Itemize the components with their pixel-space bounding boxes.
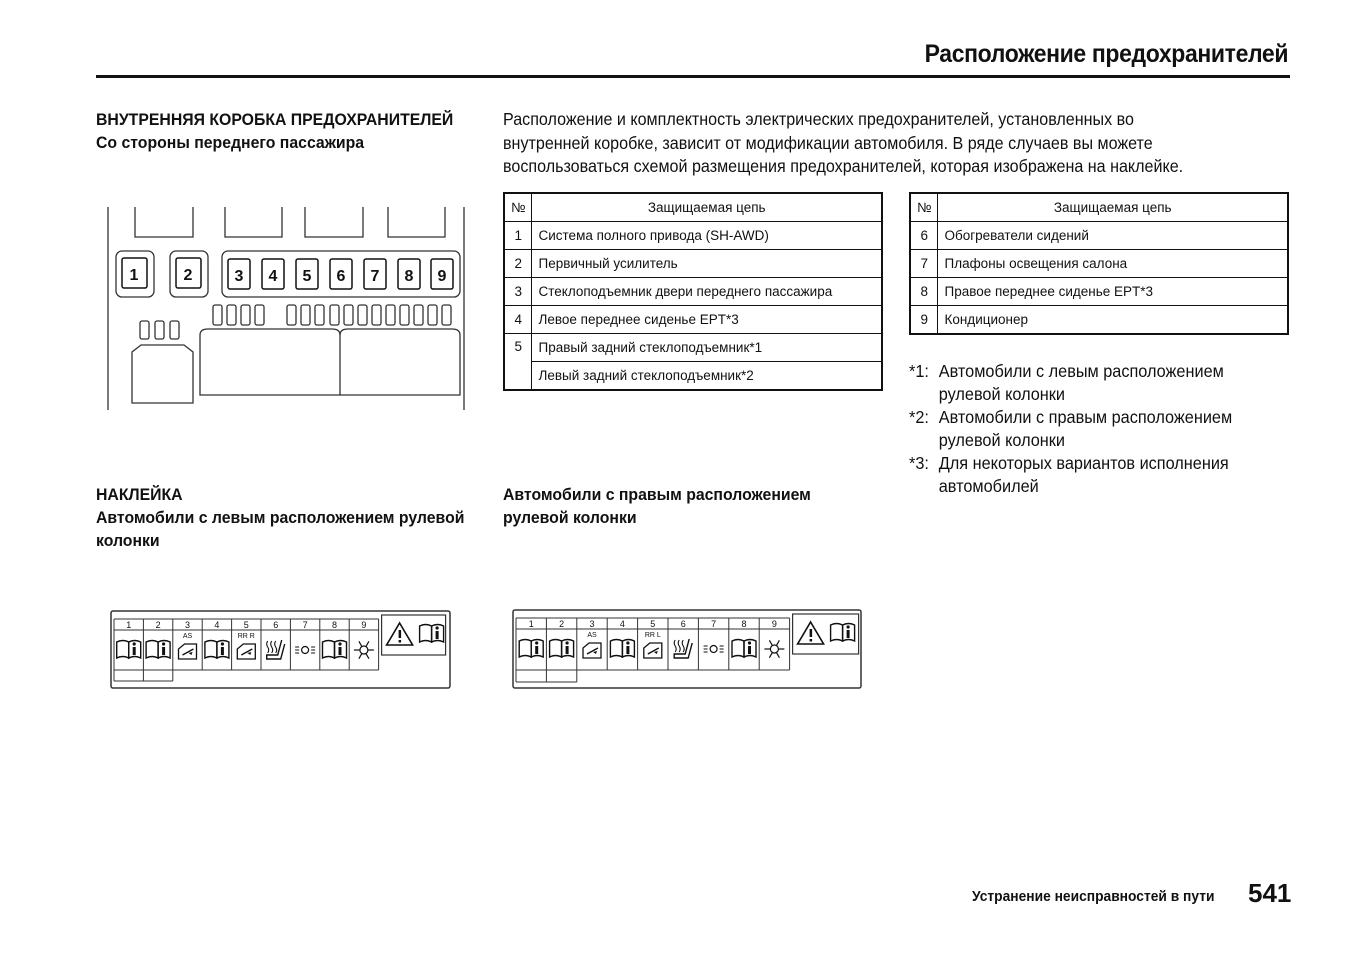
footnote-text: Автомобили с левым расположением — [938, 361, 1224, 381]
sticker-fuse-number: 4 — [619, 619, 625, 629]
footnote-mark: *2: — [909, 407, 929, 427]
footnote-text: автомобилей — [938, 476, 1039, 496]
fuse-label-6: 6 — [336, 268, 346, 285]
cell-num: 5 — [504, 334, 532, 391]
footnote-text: Автомобили с правым расположением — [938, 407, 1233, 427]
col-num-header: № — [504, 193, 532, 222]
label-left-caption: колонки — [96, 531, 160, 550]
fuse-label-2: 2 — [183, 267, 193, 284]
footnote-mark: *3: — [909, 453, 929, 473]
table-header-row — [504, 193, 882, 222]
sticker-fuse-number: 8 — [741, 619, 747, 629]
sticker-fuse-number: 1 — [126, 620, 132, 630]
sticker-tag: RR R — [237, 633, 255, 640]
diagram-slot — [225, 207, 282, 237]
page-title: Расположение предохранителей — [924, 40, 1288, 68]
cell-num: 2 — [504, 250, 532, 278]
fuse-label-4: 4 — [268, 268, 278, 285]
cell-circuit: Правый задний стеклоподъемник*1 — [532, 334, 882, 362]
sticker-right — [512, 609, 864, 692]
cell-circuit: Обогреватели сидений — [938, 222, 1288, 250]
sticker-fuse-number: 2 — [559, 619, 565, 629]
col-circuit-header: Защищаемая цепь — [938, 193, 1288, 222]
connector-block — [132, 345, 193, 403]
sticker-fuse-number: 7 — [302, 620, 308, 630]
table-row — [910, 222, 1288, 250]
footnote-text: рулевой колонки — [938, 430, 1066, 450]
label-right-caption: рулевой колонки — [503, 508, 637, 527]
table-row — [504, 222, 882, 250]
sticker-tag: AS — [182, 633, 193, 640]
intro-line: Расположение и комплектность электрических предохранителей, установленных во — [503, 109, 1134, 129]
col-circuit-header: Защищаемая цепь — [532, 193, 882, 222]
cell-circuit: Кондиционер — [938, 306, 1288, 335]
cell-num: 8 — [910, 278, 938, 306]
diagram-slot — [388, 207, 445, 237]
fuse-box-diagram — [100, 205, 475, 415]
sticker-fuse-number: 3 — [184, 620, 191, 630]
connector-block — [340, 329, 460, 395]
table-row — [504, 306, 882, 334]
cell-num: 6 — [910, 222, 938, 250]
footnote-text: рулевой колонки — [938, 384, 1066, 404]
cell-num: 9 — [910, 306, 938, 335]
label-left-caption: Автомобили с левым расположением рулевой — [96, 508, 465, 527]
fuse-label-7: 7 — [370, 268, 380, 285]
cell-circuit: Плафоны освещения салона — [938, 250, 1288, 278]
fuse-label-3: 3 — [234, 268, 244, 285]
sticker-fuse-number: 6 — [680, 619, 686, 629]
footnote-mark: *1: — [909, 361, 929, 381]
label-right-caption: Автомобили с правым расположением — [503, 485, 811, 504]
connector-block — [200, 329, 340, 395]
cell-num: 1 — [504, 222, 532, 250]
sticker-fuse-number: 9 — [771, 619, 777, 629]
cell-num: 3 — [504, 278, 532, 306]
page-number: 541 — [1248, 878, 1292, 908]
table-row — [504, 250, 882, 278]
cell-circuit: Левое переднее сиденье EPT*3 — [532, 306, 882, 334]
cell-num: 7 — [910, 250, 938, 278]
table-row — [910, 278, 1288, 306]
title-divider — [96, 75, 1290, 78]
table-row — [504, 278, 882, 306]
cell-num: 4 — [504, 306, 532, 334]
cell-circuit: Первичный усилитель — [532, 250, 882, 278]
footnotes — [909, 360, 1329, 498]
fuse-label-1: 1 — [129, 267, 139, 284]
table-row — [910, 250, 1288, 278]
sticker-tag: AS — [587, 632, 597, 639]
cell-circuit: Стеклоподъемник двери переднего пассажира — [532, 278, 882, 306]
sticker-fuse-number: 5 — [650, 619, 656, 629]
footnote — [909, 360, 1300, 406]
fuse-label-5: 5 — [302, 268, 312, 285]
intro-line: воспользоваться схемой размещения предохранителей, которая изображена на наклейке. — [503, 156, 1184, 176]
sticker-tag: RR L — [644, 632, 661, 639]
footer-section-title: Устранение неисправностей в пути — [972, 888, 1215, 905]
footnote-text: Для некоторых вариантов исполнения — [938, 453, 1229, 473]
sticker-fuse-number: 7 — [711, 619, 717, 629]
footnote — [909, 406, 1300, 452]
fuse-table-2 — [909, 192, 1289, 335]
cell-circuit: Система полного привода (SH-AWD) — [532, 222, 882, 250]
sticker-left — [110, 610, 453, 692]
intro-paragraph — [503, 108, 1239, 179]
diagram-slot — [135, 207, 193, 237]
sticker-fuse-number: 5 — [243, 620, 249, 630]
sticker-fuse-number: 3 — [589, 619, 595, 629]
sticker-fuse-number: 1 — [528, 619, 534, 629]
sticker-fuse-number: 4 — [214, 620, 220, 630]
fuse-label-8: 8 — [404, 268, 414, 285]
table-row — [504, 362, 882, 391]
fuse-box-heading: ВНУТРЕННЯЯ КОРОБКА ПРЕДОХРАНИТЕЛЕЙ — [96, 110, 454, 129]
sticker-fuse-number: 2 — [155, 620, 161, 630]
table-header-row — [910, 193, 1288, 222]
table-row — [504, 334, 882, 362]
diagram-slot — [305, 207, 363, 237]
fuse-table-1 — [503, 192, 883, 391]
fuse-box-subheading: Со стороны переднего пассажира — [96, 133, 365, 152]
label-heading: НАКЛЕЙКА — [96, 485, 183, 504]
table-row — [910, 306, 1288, 335]
sticker-fuse-number: 9 — [361, 620, 367, 630]
fuse-label-9: 9 — [437, 268, 447, 285]
cell-circuit: Левый задний стеклоподъемник*2 — [532, 362, 882, 391]
sticker-fuse-number: 8 — [331, 620, 338, 630]
footnote — [909, 452, 1300, 498]
cell-circuit: Правое переднее сиденье EPT*3 — [938, 278, 1288, 306]
intro-line: внутренней коробке, зависит от модификации автомобиля. В ряде случаев вы можете — [503, 132, 1153, 153]
col-num-header: № — [910, 193, 938, 222]
sticker-fuse-number: 6 — [273, 620, 279, 630]
